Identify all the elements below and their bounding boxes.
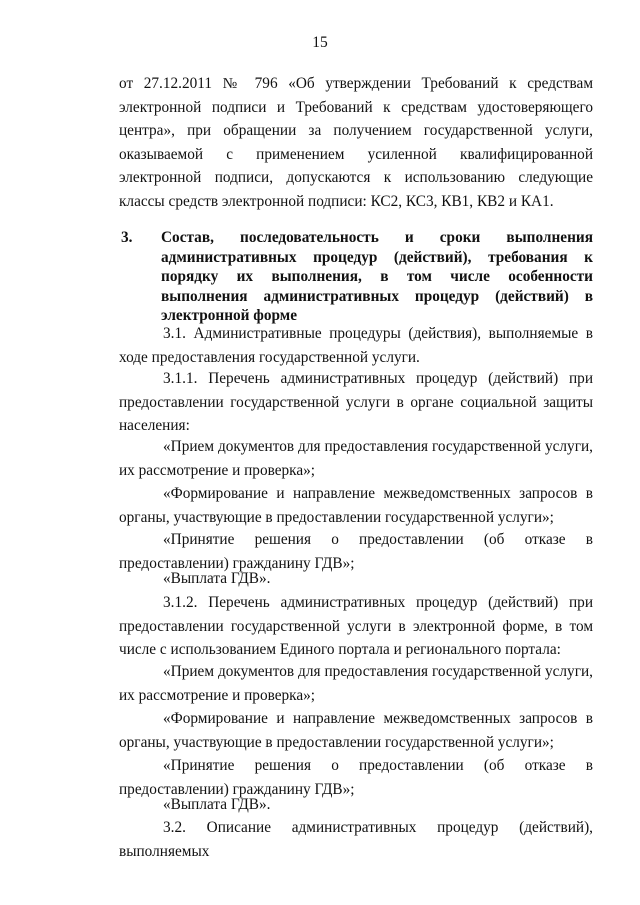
list-item: «Выплата ГДВ». (163, 796, 271, 813)
paragraph-3-2: 3.2. Описание административных процедур (действий), выполняемых (119, 819, 593, 860)
paragraph-3-1: 3.1. Административные процедуры (действия), выполняемые в ходе предоставления государственной услуги. (119, 325, 593, 366)
list-item: «Прием документов для предоставления государственной услуги, их рассмотрение и проверка»; (119, 438, 593, 479)
paragraph-3-1-2: 3.1.2. Перечень административных процедур (действий) при предоставлении государственной услуги в электронной форме, в том числе с использованием Единого портала и регионального портала: (119, 594, 593, 658)
list-item: «Формирование и направление межведомственных запросов в органы, участвующие в предоставлении государственной услуги»; (119, 710, 593, 751)
paragraph-3-1-1: 3.1.1. Перечень административных процедур (действий) при предоставлении государственной услуги в органе социальной защиты населения: (119, 370, 593, 434)
list-item: «Принятие решения о предоставлении (об отказе в предоставлении) гражданину ГДВ»; (119, 531, 593, 572)
list-item: «Формирование и направление межведомственных запросов в органы, участвующие в предоставлении государственной услуги»; (119, 485, 593, 526)
section-title: Состав, последовательность и сроки выполнения административных процедур (действий), требования к порядку их выполнения, в том числе особенности выполнения административных процедур (действий) в электронной форме (161, 229, 593, 324)
list-item: «Принятие решения о предоставлении (об отказе в предоставлении) гражданину ГДВ»; (119, 757, 593, 798)
section-number: 3. (121, 229, 133, 246)
page-number: 15 (312, 34, 328, 51)
intro-paragraph: от 27.12.2011 № 796 «Об утверждении Требований к средствам электронной подписи и Требований к средствам удостоверяющего центра», при обращении за получением государственной услуги, оказываемой с применением усиленной квалифицированной электронной подписи, допускаются к использованию следующие классы средств электронной подписи: КС2, КС3, КВ1, КВ2 и КА1. (119, 75, 593, 210)
list-item: «Выплата ГДВ». (163, 570, 271, 587)
list-item: «Прием документов для предоставления государственной услуги, их рассмотрение и проверка»; (119, 663, 593, 704)
